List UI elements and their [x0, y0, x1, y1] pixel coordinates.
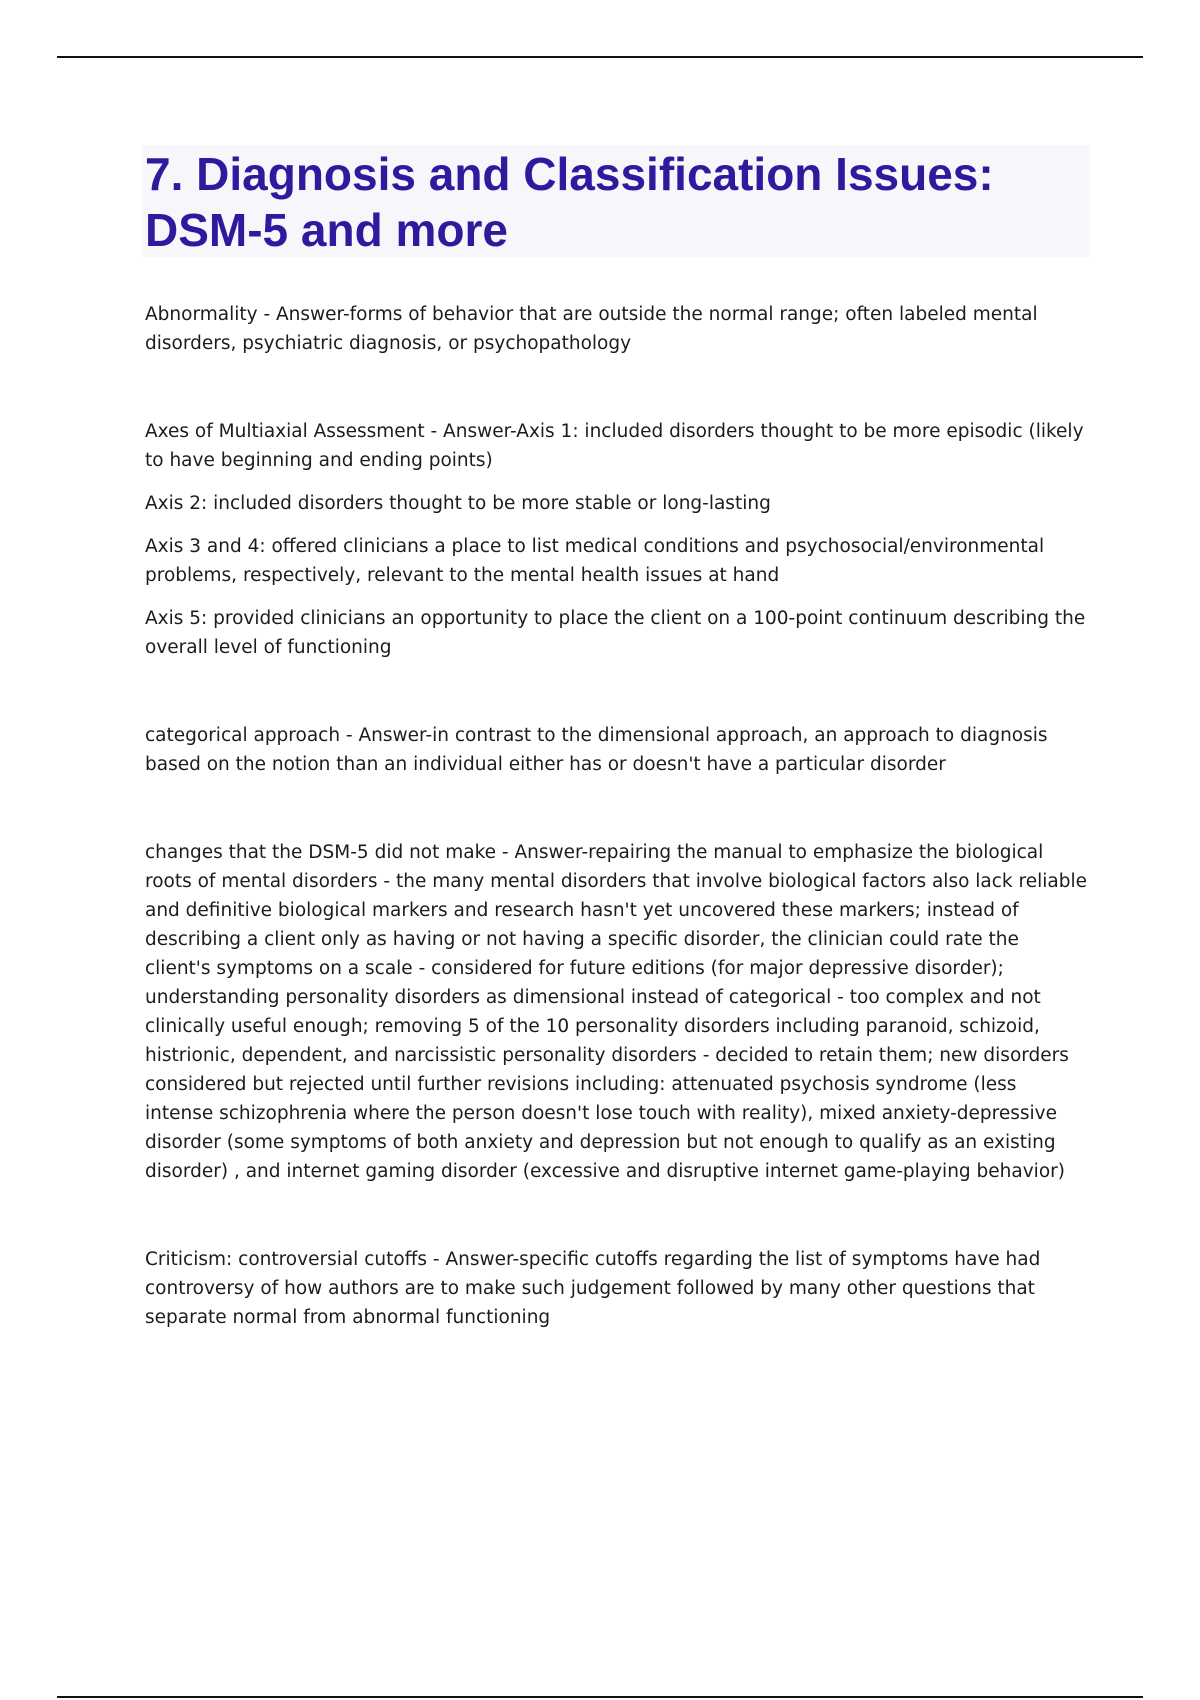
entry-abnormality — [145, 300, 1090, 358]
entry-paragraph: Axis 5: provided clinicians an opportunity to place the client on a 100-point continuum describing the overall level of functioning — [145, 608, 1086, 658]
page-title: 7. Diagnosis and Classification Issues: DSM-5 and more — [145, 148, 994, 256]
bottom-rule — [57, 1696, 1143, 1698]
document-body — [145, 300, 1090, 1332]
entry-paragraph: Abnormality - Answer-forms of behavior that are outside the normal range; often labeled mental disorders, psychiatric diagnosis, or psychopathology — [145, 304, 1038, 354]
top-rule — [57, 56, 1143, 58]
entry-paragraph: changes that the DSM-5 did not make - Answer-repairing the manual to emphasize the biological roots of mental disorders - the many mental disorders that involve biological factors also lack reliable and definitive biological markers and research hasn't yet uncovered these markers; instead of describing a client only as having or not having a specific disorder, the clinician could rate the client's symptoms on a scale - considered for future editions (for major depressive disorder); understanding personality disorders as dimensional instead of categorical - too complex and not clinically useful enough; removing 5 of the 10 personality disorders including paranoid, schizoid, histrionic, dependent, and narcissistic personality disorders - decided to retain them; new disorders considered but rejected until further revisions including: attenuated psychosis syndrome (less intense schizophrenia where the person doesn't lose touch with reality), mixed anxiety-depressive disorder (some symptoms of both anxiety and depression but not enough to qualify as an existing disorder) , and internet gaming disorder (excessive and disruptive internet game-playing behavior) — [145, 842, 1087, 1182]
entry-dsm5-changes — [145, 838, 1090, 1186]
entry-paragraph: Axis 2: included disorders thought to be more stable or long-lasting — [145, 493, 771, 514]
entry-paragraph: Criticism: controversial cutoffs - Answer-specific cutoffs regarding the list of symptoms have had controversy of how authors are to make such judgement followed by many other questions that separate normal from abnormal functioning — [145, 1249, 1041, 1328]
entry-categorical-approach — [145, 721, 1090, 779]
entry-criticism-cutoffs — [145, 1245, 1090, 1332]
entry-paragraph: Axis 3 and 4: offered clinicians a place to list medical conditions and psychosocial/environmental problems, respectively, relevant to the mental health issues at hand — [145, 536, 1045, 586]
entry-axes-multiaxial — [145, 417, 1090, 662]
entry-paragraph: categorical approach - Answer-in contrast to the dimensional approach, an approach to diagnosis based on the notion than an individual either has or doesn't have a particular disorder — [145, 725, 1048, 775]
entry-paragraph: Axes of Multiaxial Assessment - Answer-Axis 1: included disorders thought to be more episodic (likely to have beginning and ending points) — [145, 421, 1084, 471]
